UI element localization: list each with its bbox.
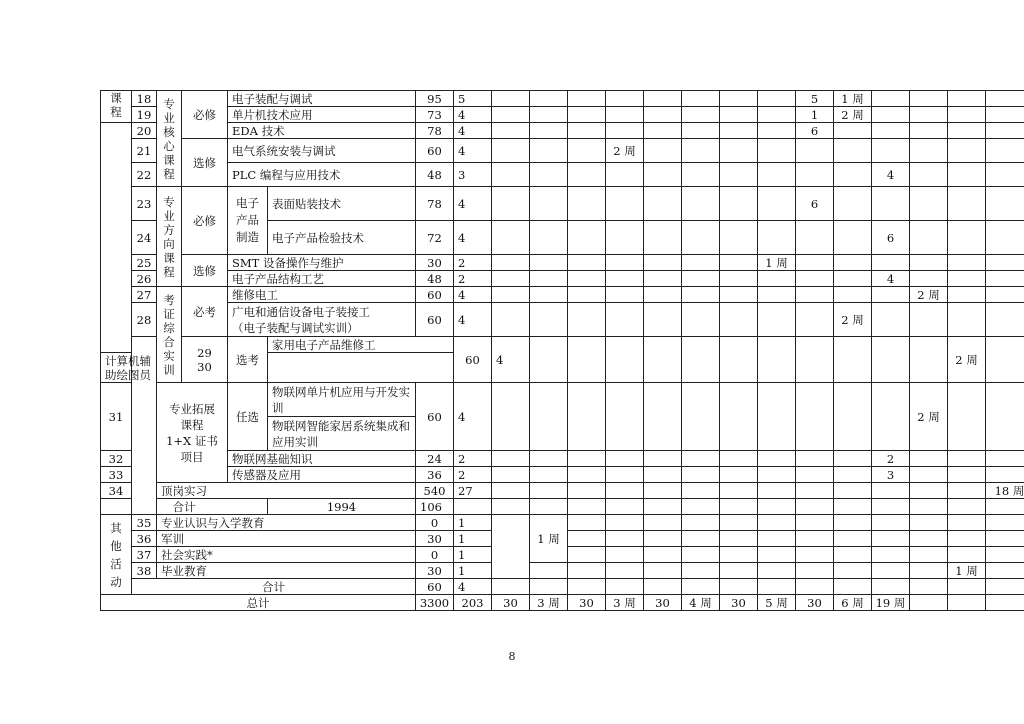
course-name: 电气系统安装与调试 xyxy=(228,139,416,163)
table-row: 20 EDA 技术 78 4 6 xyxy=(101,123,1024,139)
table-row: 32 物联网基础知识 24 2 2 xyxy=(101,451,1024,467)
course-name: 电子产品结构工艺 xyxy=(228,271,416,287)
course-name: 表面贴装技术 xyxy=(268,187,416,221)
type-label: 必修 xyxy=(182,91,228,139)
course-name: 社会实践* xyxy=(157,547,416,563)
course-name: 军训 xyxy=(157,531,416,547)
table-row: 29 30 选考 家用电子产品维修工 60 4 2 周 xyxy=(101,337,1024,353)
group-label: 考 证 综 合 实 训 xyxy=(157,287,182,383)
course-name: 单片机技术应用 xyxy=(228,107,416,123)
group-label: 专 业 方 向 课 程 xyxy=(157,187,182,287)
subtotal-row: 合计 60 4 xyxy=(101,579,1024,595)
table-row: 33 传感器及应用 36 2 3 xyxy=(101,467,1024,483)
table-row: 36 军训 30 1 xyxy=(101,531,1024,547)
table-row: 26 电子产品结构工艺 48 2 4 xyxy=(101,271,1024,287)
category-label: 课 程 xyxy=(101,91,132,123)
course-name: 物联网基础知识 xyxy=(228,451,416,467)
course-name: SMT 设备操作与维护 xyxy=(228,255,416,271)
table-row: 24 电子产品检验技术 72 4 6 xyxy=(101,221,1024,255)
course-name: 家用电子产品维修工 xyxy=(268,337,454,353)
table-row: 19 单片机技术应用 73 4 1 2 周 xyxy=(101,107,1024,123)
course-name: 顶岗实习 xyxy=(157,483,416,499)
course-name: 物联网智能家居系统集成和应用实训 xyxy=(268,417,416,451)
subtotal-row: 合计 1994 106 xyxy=(101,499,1024,515)
table-row: 28 广电和通信设备电子装接工 （电子装配与调试实训） 60 4 2 周 xyxy=(101,303,1024,337)
table-row: 25 选修 SMT 设备操作与维护 30 2 1 周 xyxy=(101,255,1024,271)
total-row: 总计 3300 203 30 3 周 30 3 周 30 4 周 30 5 周 30 6 周 19 周 xyxy=(101,595,1024,611)
page-number: 8 xyxy=(508,650,516,663)
course-name: 专业认识与入学教育 xyxy=(157,515,416,531)
course-name: 电子装配与调试 xyxy=(228,91,416,107)
table-row: 课 程 18 专 业 核 心 课 程 必修 电子装配与调试 95 5 5 1 周 xyxy=(101,91,1024,107)
course-name: 电子产品检验技术 xyxy=(268,221,416,255)
table-row: 38 毕业教育 30 1 1 周 xyxy=(101,563,1024,579)
table-row: 31 专业拓展 课程 1+X 证书 项目 任选 物联网单片机应用与开发实训 60 4 2 周 xyxy=(101,383,1024,417)
table-row: 21 选修 电气系统安装与调试 60 4 2 周 xyxy=(101,139,1024,163)
type-label: 选修 xyxy=(182,255,228,287)
group-label: 专 业 核 心 课 程 xyxy=(157,91,182,187)
group-label: 专业拓展 课程 1+X 证书 项目 xyxy=(157,383,228,483)
course-plan-table xyxy=(100,90,1024,611)
course-name: 广电和通信设备电子装接工 （电子装配与调试实训） xyxy=(228,303,416,337)
course-name: 物联网单片机应用与开发实训 xyxy=(268,383,416,417)
type-label: 任选 xyxy=(228,383,268,451)
table-row: 37 社会实践* 0 1 xyxy=(101,547,1024,563)
course-name: 维修电工 xyxy=(228,287,416,303)
subgroup-label: 电子 产品 制造 xyxy=(228,187,268,255)
type-label: 必修 xyxy=(182,187,228,255)
row-number: 18 xyxy=(132,91,157,107)
table-row: 27 考 证 综 合 实 训 必考 维修电工 60 4 2 周 xyxy=(101,287,1024,303)
type-label: 选修 xyxy=(182,139,228,187)
table-row: 其 他 活 动 35 专业认识与入学教育 0 1 1 周 xyxy=(101,515,1024,531)
course-name: EDA 技术 xyxy=(228,123,416,139)
type-label: 选考 xyxy=(228,337,268,383)
course-name: PLC 编程与应用技术 xyxy=(228,163,416,187)
table-row: 22 PLC 编程与应用技术 48 3 4 xyxy=(101,163,1024,187)
course-name: 传感器及应用 xyxy=(228,467,416,483)
table-row: 34 顶岗实习 540 27 18 周 xyxy=(101,483,1024,499)
course-name: 计算机辅助绘图员 xyxy=(101,353,157,383)
table-row: 23 专 业 方 向 课 程 必修 电子 产品 制造 表面贴装技术 78 4 6 xyxy=(101,187,1024,221)
course-name: 毕业教育 xyxy=(157,563,416,579)
category-label: 其 他 活 动 xyxy=(101,515,132,595)
type-label: 必考 xyxy=(182,287,228,337)
